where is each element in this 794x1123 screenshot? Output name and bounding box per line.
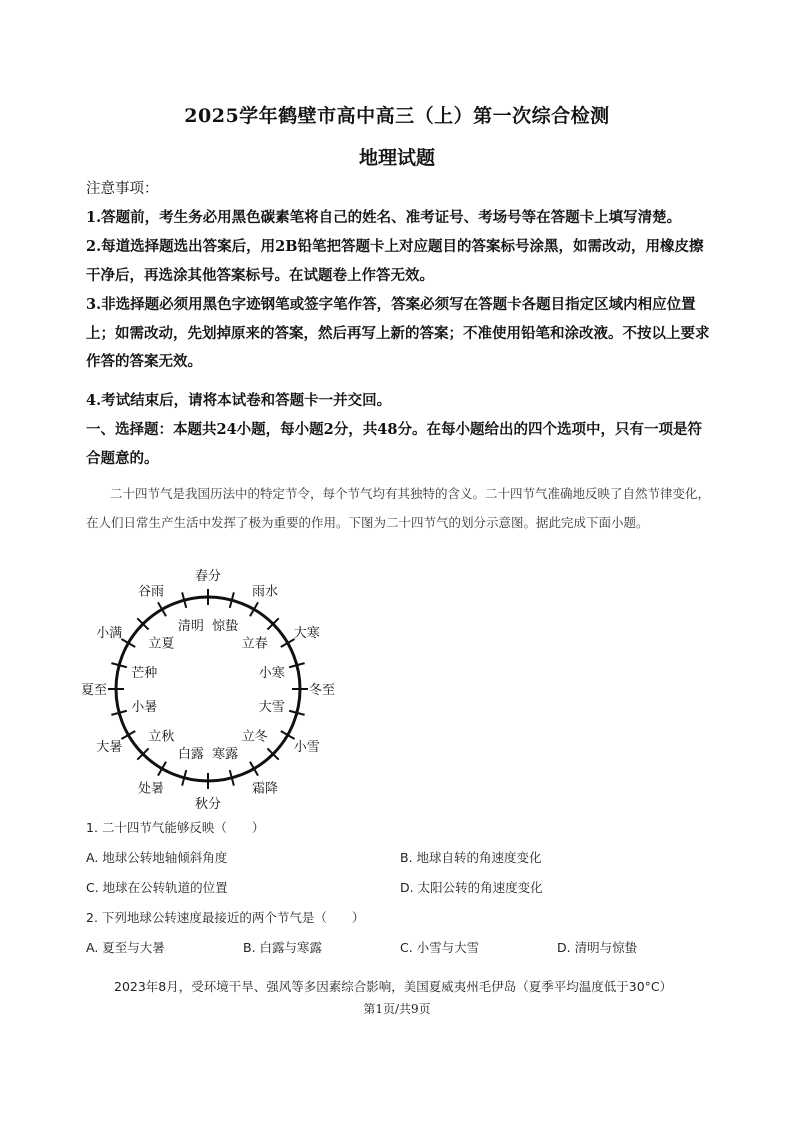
outer-term-label: 小雪	[293, 740, 320, 755]
passage-1-text: 二十四节气是我国历法中的特定节令，每个节气均有其独特的含义。二十四节气准确地反映了自然节律变化，在人们日常生产生活中发挥了极为重要的作用。下图为二十四节气的划分示意图。据此完成下面小题。	[86, 486, 711, 530]
note-item-2: 2.每道选择题选出答案后，用2B铅笔把答题卡上对应题目的答案标号涂黑，如需改动，用橡皮擦干净后，再选涂其他答案标号。在试题卷上作答无效。	[86, 238, 704, 284]
passage-2: 2023年8月，受环境干旱、强风等多因素综合影响，美国夏威夷州毛伊岛（夏季平均温度低于30°C）	[114, 979, 673, 994]
note-item-4: 4.考试结束后，请将本试卷和答题卡一并交回。	[86, 392, 392, 409]
notes-heading: 注意事项：	[86, 181, 159, 197]
question-1-option-b: B. 地球自转的角速度变化	[400, 850, 542, 865]
inner-term-label: 寒露	[212, 746, 239, 762]
question-2-option-a: A. 夏至与大暑	[86, 940, 165, 955]
section-heading: 一、选择题：本题共24小题，每小题2分，共48分。在每小题给出的四个选项中，只有一项是符合题意的。	[86, 421, 702, 467]
outer-term-label: 霜降	[251, 781, 279, 797]
question-1-option-c: C. 地球在公转轨道的位置	[86, 880, 228, 895]
orbit-ticks	[108, 589, 308, 789]
question-2-option-c: C. 小雪与大雪	[400, 940, 480, 955]
subject-title: 地理试题	[358, 147, 435, 169]
inner-term-label: 芒种	[131, 665, 158, 681]
inner-term-label: 立夏	[148, 636, 175, 652]
page-number: 第1页/共9页	[363, 1002, 431, 1016]
question-2-option-d: D. 清明与惊蛰	[557, 940, 638, 955]
outer-term-label: 大寒	[293, 626, 320, 641]
outer-term-label: 小满	[96, 626, 123, 641]
outer-term-label: 谷雨	[137, 584, 165, 600]
question-2-option-b: B. 白露与寒露	[243, 940, 323, 955]
question-1-stem: 1. 二十四节气能够反映（ ）	[86, 820, 265, 835]
inner-term-label: 立春	[241, 636, 268, 652]
outer-term-label: 夏至	[80, 683, 108, 698]
inner-term-label: 小暑	[131, 700, 158, 716]
question-2-stem: 2. 下列地球公转速度最接近的两个节气是（ ）	[86, 910, 365, 925]
inner-term-label: 立冬	[241, 729, 268, 745]
inner-term-labels	[131, 618, 285, 762]
inner-term-label: 白露	[177, 746, 204, 762]
outer-term-label: 秋分	[194, 797, 222, 812]
inner-term-label: 立秋	[148, 729, 175, 745]
question-1-option-d: D. 太阳公转的角速度变化	[400, 880, 543, 895]
inner-term-label: 惊蛰	[212, 619, 239, 635]
note-item-3: 3.非选择题必须用黑色字迹钢笔或签字笔作答，答案必须写在答题卡各题目指定区域内相应位置上；如需改动，先划掉原来的答案，然后再写上新的答案；不准使用铅笔和涂改液。不按以上要求作答的答案无效。	[86, 296, 710, 370]
outer-term-label: 大暑	[96, 740, 123, 755]
question-1-option-a: A. 地球公转地轴倾斜角度	[86, 850, 228, 865]
outer-term-label: 春分	[194, 569, 222, 584]
exam-title: 2025学年鹤壁市高中高三（上）第一次综合检测	[184, 105, 610, 127]
inner-term-label: 大雪	[258, 700, 285, 716]
inner-term-label: 清明	[177, 619, 204, 635]
inner-term-label: 小寒	[258, 665, 285, 681]
outer-term-label: 雨水	[251, 584, 279, 600]
outer-term-label: 冬至	[308, 683, 336, 698]
note-item-1: 1.答题前，考生务必用黑色碳素笔将自己的姓名、准考证号、考场号等在答题卡上填写清楚。	[86, 209, 682, 226]
outer-term-label: 处暑	[137, 781, 165, 797]
